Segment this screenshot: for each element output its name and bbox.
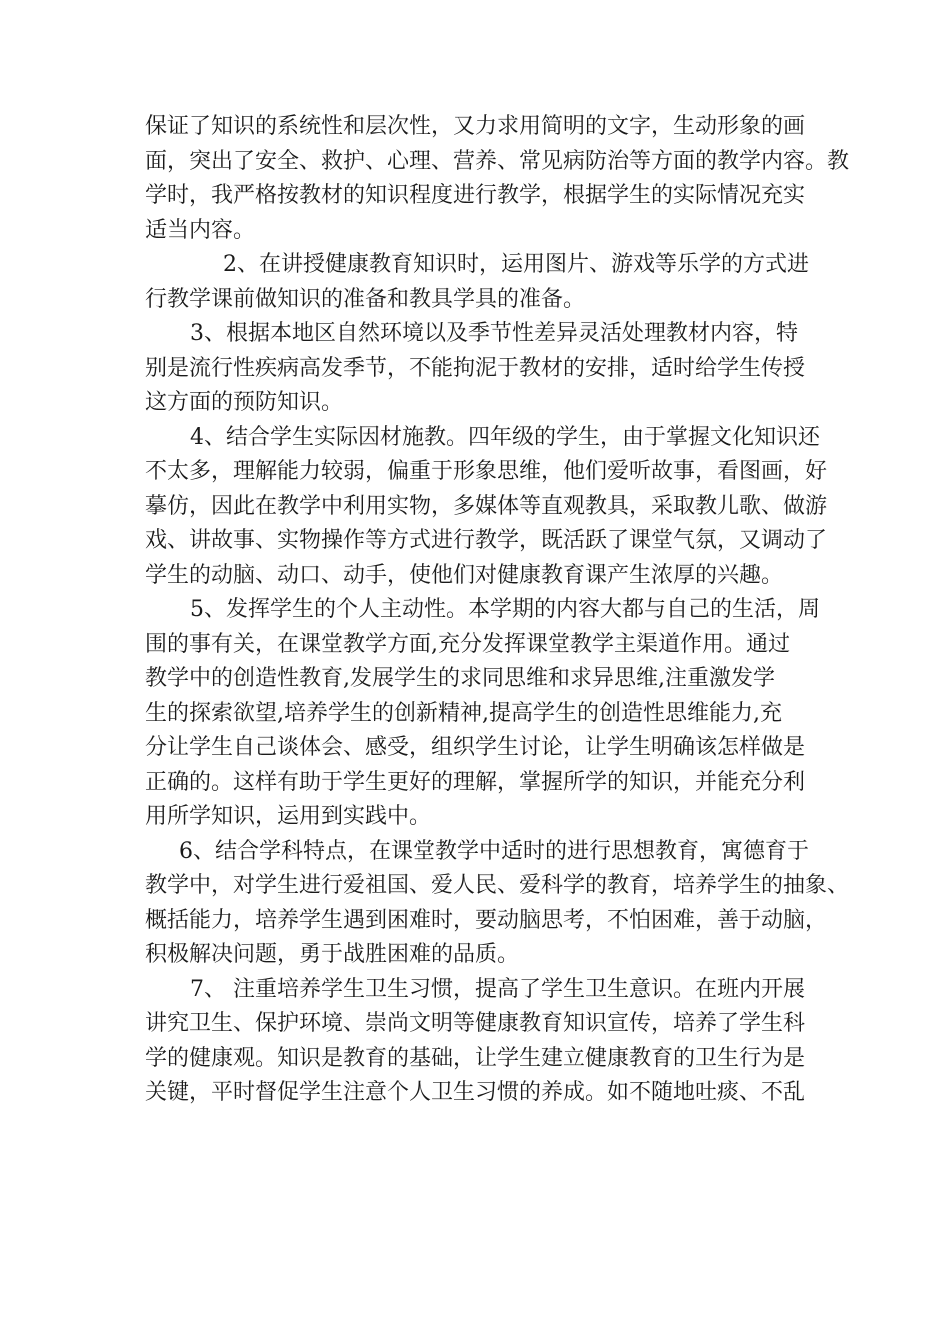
paragraph	[145, 248, 825, 317]
paragraph	[145, 593, 825, 835]
text-line: 关键，平时督促学生注意个人卫生习惯的养成。如不随地吐痰、不乱	[145, 1080, 806, 1105]
text-line: 行教学课前做知识的准备和教具学具的准备。	[145, 286, 586, 312]
text-line: 用所学知识，运用到实践中。	[145, 804, 432, 829]
paragraph	[145, 421, 828, 594]
text-line: 7、 注重培养学生卫生习惯，提高了学生卫生意识。在班内开展	[190, 976, 805, 1002]
text-line: 4、结合学生实际因材施教。四年级的学生，由于掌握文化知识还	[190, 424, 820, 450]
text-line: 积极解决问题，勇于战胜困难的品质。	[145, 942, 520, 967]
text-line: 6、结合学科特点，在课堂教学中适时的进行思想教育，寓德育于	[179, 838, 809, 864]
text-line: 戏、讲故事、实物操作等方式进行教学，既活跃了课堂气氛，又调动了	[145, 528, 828, 553]
text-line: 2、在讲授健康教育知识时，运用图片、游戏等乐学的方式进	[223, 252, 809, 277]
text-line: 正确的。这样有助于学生更好的理解，掌握所学的知识，并能充分利	[145, 769, 806, 795]
text-line: 讲究卫生、保护环境、崇尚文明等健康教育知识宣传，培养了学生科	[145, 1011, 806, 1036]
paragraph	[145, 973, 825, 1111]
paragraph	[145, 110, 850, 248]
text-line: 3、根据本地区自然环境以及季节性差异灵活处理教材内容，特	[190, 321, 798, 346]
text-line: 摹仿，因此在教学中利用实物，多媒体等直观教具，采取教儿歌、做游	[145, 493, 828, 519]
text-line: 适当内容。	[145, 217, 256, 243]
text-line: 教学中，对学生进行爱祖国、爱人民、爱科学的教育，培养学生的抽象、	[145, 873, 850, 898]
text-line: 学的健康观。知识是教育的基础，让学生建立健康教育的卫生行为是	[145, 1045, 806, 1071]
text-line: 围的事有关，在课堂教学方面,充分发挥课堂教学主渠道作用。通过	[145, 631, 790, 657]
paragraph	[145, 317, 825, 421]
text-line: 保证了知识的系统性和层次性，又力求用简明的文字，生动形象的画	[145, 114, 806, 139]
text-line: 学时，我严格按教材的知识程度进行教学，根据学生的实际情况充实	[145, 183, 806, 208]
text-line: 教学中的创造性教育,发展学生的求同思维和求异思维,注重激发学	[145, 666, 775, 691]
text-line: 不太多，理解能力较弱，偏重于形象思维，他们爱听故事，看图画，好	[145, 459, 828, 484]
text-line: 概括能力，培养学生遇到困难时，要动脑思考，不怕困难，善于动脑，	[145, 907, 828, 933]
text-line: 学生的动脑、动口、动手，使他们对健康教育课产生浓厚的兴趣。	[145, 562, 784, 588]
text-line: 生的探索欲望,培养学生的创新精神,提高学生的创造性思维能力,充	[145, 700, 782, 726]
document-body	[145, 110, 850, 1111]
text-line: 分让学生自己谈体会、感受，组织学生讨论，让学生明确该怎样做是	[145, 735, 806, 760]
text-line: 面，突出了安全、救护、心理、营养、常见病防治等方面的教学内容。教	[145, 148, 850, 174]
paragraph	[145, 835, 850, 973]
text-line: 这方面的预防知识。	[145, 390, 344, 415]
text-line: 别是流行性疾病高发季节，不能拘泥于教材的安排，适时给学生传授	[145, 355, 806, 381]
text-line: 5、发挥学生的个人主动性。本学期的内容大都与自己的生活，周	[190, 597, 820, 622]
